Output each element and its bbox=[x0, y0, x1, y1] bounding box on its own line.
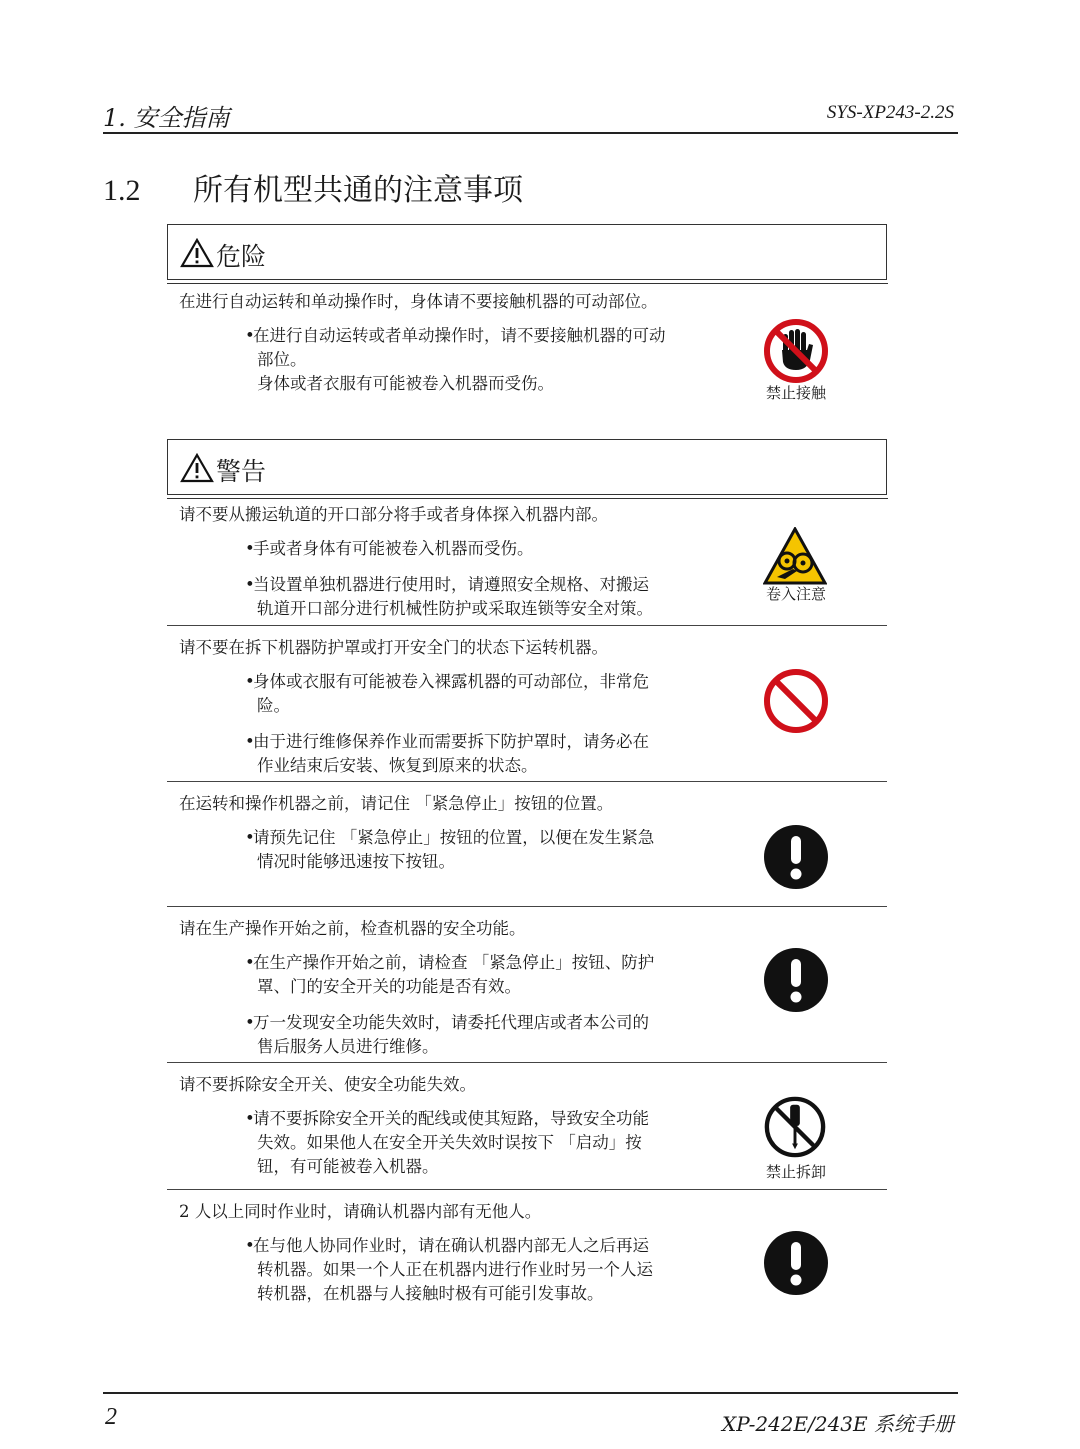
danger-item bbox=[167, 282, 887, 422]
bullet-line: 钮，有可能被卷入机器。 bbox=[257, 1157, 439, 1176]
section-title: 所有机型共通的注意事项 bbox=[193, 173, 523, 208]
warning-item bbox=[167, 625, 887, 782]
page-number: 2 bbox=[105, 1404, 117, 1430]
no-disassembly-icon bbox=[763, 1095, 827, 1159]
bullet-line: 在进行自动运转或者单动操作时，请不要接触机器的可动 bbox=[253, 326, 666, 345]
mandatory-icon bbox=[763, 1230, 829, 1296]
bullet-line: 当设置单独机器进行使用时，请遵照安全规格、对搬运 bbox=[253, 575, 649, 594]
item-lead: 2 人以上同时作业时，请确认机器内部有无他人。 bbox=[179, 1202, 542, 1221]
page-header bbox=[103, 98, 958, 134]
bullet-line: 险。 bbox=[257, 696, 290, 715]
bullet-line: 万一发现安全功能失效时，请委托代理店或者本公司的 bbox=[253, 1013, 649, 1032]
warning-item bbox=[167, 497, 887, 625]
bullet-line: 轨道开口部分进行机械性防护或采取连锁等安全对策。 bbox=[257, 599, 653, 618]
bullet: •在生产操作开始之前，请检查 「紧急停止」按钮、防护 罩、门的安全开关的功能是否有效。 bbox=[245, 951, 715, 999]
danger-label: 危险 bbox=[216, 242, 267, 271]
warning-item bbox=[167, 1189, 887, 1340]
symbol-caption: 卷入注意 bbox=[765, 585, 826, 603]
bullet-line: 转机器，在机器与人接触时极有可能引发事故。 bbox=[257, 1284, 604, 1303]
bullet: •手或者身体有可能被卷入机器而受伤。 bbox=[245, 539, 534, 558]
chapter-title: 1. 安全指南 bbox=[103, 104, 230, 132]
bullet-line: 在生产操作开始之前，请检查 「紧急停止」按钮、防护 bbox=[253, 953, 655, 972]
page-footer bbox=[103, 1392, 958, 1436]
warning-triangle-icon bbox=[180, 453, 214, 483]
item-lead: 请不要拆除安全开关、使安全功能失效。 bbox=[179, 1075, 476, 1094]
bullet-line: 请预先记住 「紧急停止」按钮的位置，以便在发生紧急 bbox=[253, 828, 655, 847]
bullet-line: 作业结束后安装、恢复到原来的状态。 bbox=[257, 756, 538, 775]
bullet: •请不要拆除安全开关的配线或使其短路，导致安全功能 失效。如果他人在安全开关失效时误按下 「启动」按 钮，有可能被卷入机器。 bbox=[245, 1107, 715, 1179]
bullet: •在进行自动运转或者单动操作时，请不要接触机器的可动 部位。 身体或者衣服有可能被卷入机器而受伤。 bbox=[245, 324, 715, 396]
bullet-line: 部位。 bbox=[257, 350, 307, 369]
mandatory-icon bbox=[763, 947, 829, 1013]
bullet: •由于进行维修保养作业而需要拆下防护罩时，请务必在 作业结束后安装、恢复到原来的状态。 bbox=[245, 730, 715, 778]
warning-item bbox=[167, 1062, 887, 1190]
entanglement-caution-icon bbox=[763, 527, 827, 585]
bullet-line: 身体或衣服有可能被卷入裸露机器的可动部位，非常危 bbox=[253, 672, 649, 691]
mandatory-icon bbox=[763, 824, 829, 890]
bullet-line: 由于进行维修保养作业而需要拆下防护罩时，请务必在 bbox=[253, 732, 649, 751]
warning-triangle-icon bbox=[180, 238, 214, 268]
item-lead: 请不要在拆下机器防护罩或打开安全门的状态下运转机器。 bbox=[179, 638, 608, 657]
bullet-line: 身体或者衣服有可能被卷入机器而受伤。 bbox=[257, 374, 554, 393]
item-lead: 在进行自动运转和单动操作时，身体请不要接触机器的可动部位。 bbox=[179, 292, 658, 311]
warning-item bbox=[167, 781, 887, 907]
bullet-line: 情况时能够迅速按下按钮。 bbox=[257, 852, 455, 871]
bullet: •请预先记住 「紧急停止」按钮的位置，以便在发生紧急 情况时能够迅速按下按钮。 bbox=[245, 826, 715, 874]
bullet-line: 失效。如果他人在安全开关失效时误按下 「启动」按 bbox=[257, 1133, 642, 1152]
bullet: •身体或衣服有可能被卷入裸露机器的可动部位，非常危 险。 bbox=[245, 670, 715, 718]
section-number: 1.2 bbox=[103, 174, 141, 207]
bullet-line: 罩、门的安全开关的功能是否有效。 bbox=[257, 977, 521, 996]
item-lead: 请不要从搬运轨道的开口部分将手或者身体探入机器内部。 bbox=[179, 505, 608, 524]
prohibited-icon bbox=[763, 668, 829, 734]
warning-box bbox=[167, 439, 887, 495]
symbol-caption: 禁止接触 bbox=[765, 384, 826, 402]
section-heading bbox=[103, 165, 523, 209]
bullet: •当设置单独机器进行使用时，请遵照安全规格、对搬运 轨道开口部分进行机械性防护或采取连锁等安全对策。 bbox=[245, 573, 715, 621]
bullet: •在与他人协同作业时，请在确认机器内部无人之后再运 转机器。如果一个人正在机器内进行作业时另一个人运 转机器，在机器与人接触时极有可能引发事故。 bbox=[245, 1234, 715, 1306]
document-code: SYS-XP243-2.2S bbox=[826, 102, 954, 123]
bullet-line: 在与他人协同作业时，请在确认机器内部无人之后再运 bbox=[253, 1236, 649, 1255]
bullet-line: 请不要拆除安全开关的配线或使其短路，导致安全功能 bbox=[253, 1109, 649, 1128]
bullet-line: 转机器。如果一个人正在机器内进行作业时另一个人运 bbox=[257, 1260, 653, 1279]
item-lead: 在运转和操作机器之前，请记住 「紧急停止」按钮的位置。 bbox=[179, 794, 614, 813]
warning-item bbox=[167, 906, 887, 1063]
warning-label: 警告 bbox=[216, 457, 267, 486]
item-lead: 请在生产操作开始之前，检查机器的安全功能。 bbox=[179, 919, 526, 938]
symbol-caption: 禁止拆卸 bbox=[765, 1163, 826, 1181]
danger-box bbox=[167, 224, 887, 280]
no-touch-icon bbox=[763, 318, 829, 384]
manual-title: XP-242E/243E 系统手册 bbox=[721, 1412, 954, 1436]
bullet-line: 售后服务人员进行维修。 bbox=[257, 1037, 439, 1056]
bullet: •万一发现安全功能失效时，请委托代理店或者本公司的 售后服务人员进行维修。 bbox=[245, 1011, 715, 1059]
bullet-line: 手或者身体有可能被卷入机器而受伤。 bbox=[253, 539, 534, 558]
